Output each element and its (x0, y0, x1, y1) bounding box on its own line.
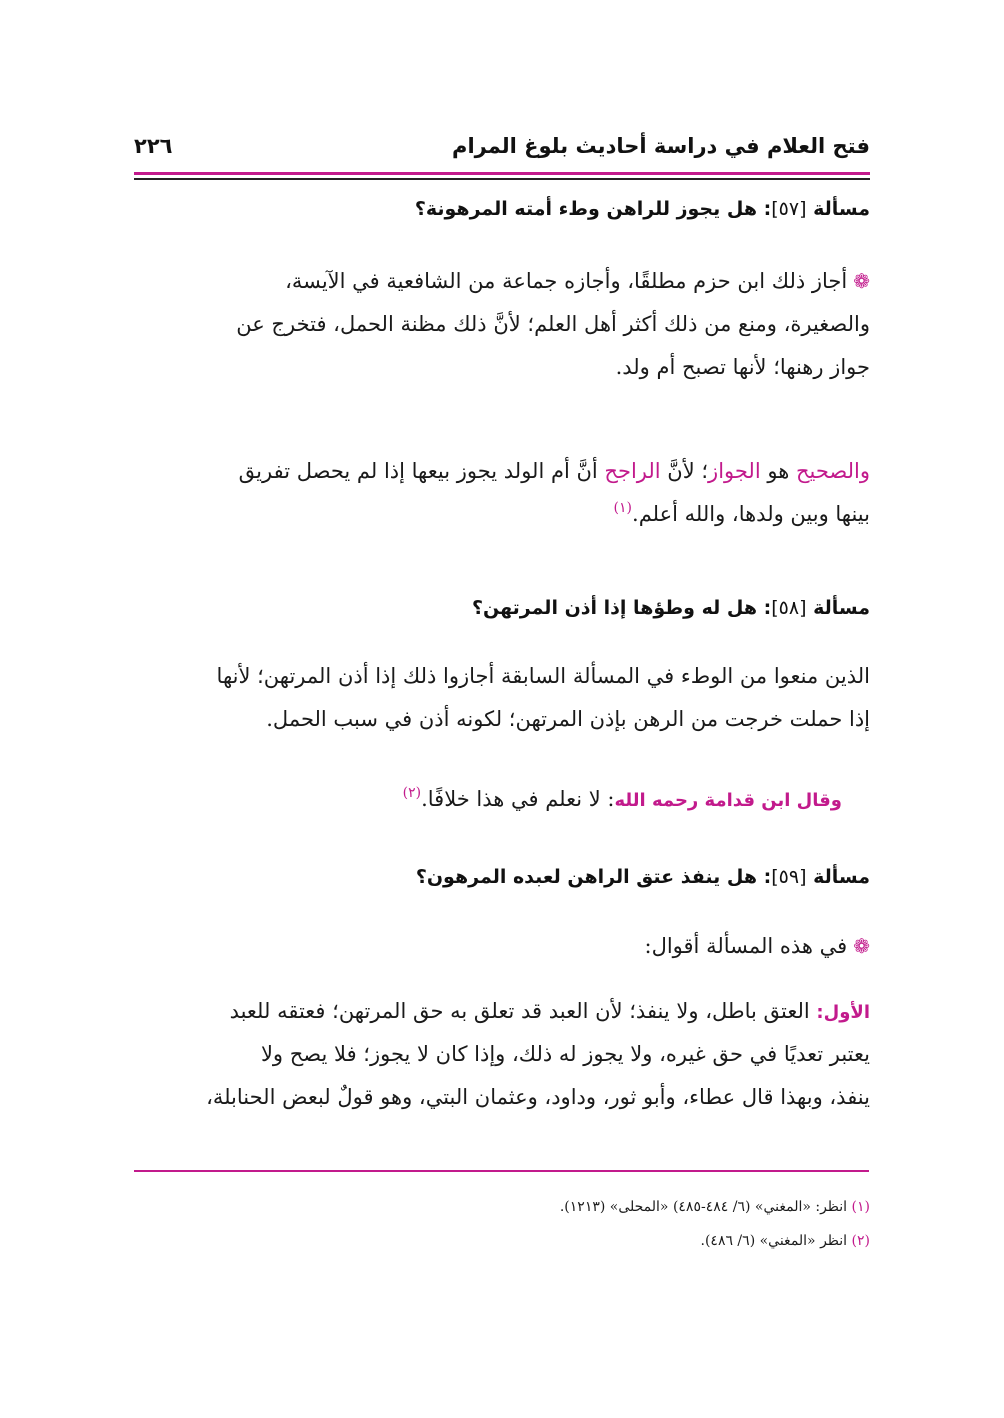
text-span: العتق باطل، ولا ينفذ؛ لأن العبد قد تعلق به حق المرتهن؛ فعتقه للعبد (229, 999, 817, 1023)
header-rule-dark (134, 178, 870, 180)
question-text: : هل له وطؤها إذا أذن المرتهن؟ (471, 597, 772, 619)
question-text: : هل يجوز للراهن وطء أمته المرهونة؟ (414, 198, 772, 220)
footnote-ref-2: (٢) (402, 785, 422, 801)
text-line (134, 925, 870, 968)
term-jawaz: الجواز (708, 459, 761, 483)
text-span: هو (760, 459, 796, 483)
text-line: جواز رهنها؛ لأنها تصبح أم ولد. (615, 355, 870, 379)
footnote-number: (١) (851, 1199, 870, 1215)
rosette-icon: ❁ (853, 934, 870, 958)
text-span: في هذه المسألة أقوال: (644, 934, 848, 958)
question-number: [٥٩] (771, 866, 807, 888)
text-span: بينها وبين ولدها، والله أعلم. (632, 502, 870, 526)
question-heading-59 (134, 866, 870, 888)
text-line: يعتبر تعديًا في حق غيره، ولا يجوز له ذلك، وإذا كان لا يجوز؛ فلا يصح ولا (260, 1042, 870, 1066)
text-span: أنَّ أم الولد يجوز بيعها إذا لم يحصل تفريق (238, 459, 605, 483)
page-number: ٢٢٦ (134, 134, 173, 158)
opinion-lead: الأول: (816, 1002, 870, 1023)
footnote-rule (134, 1170, 869, 1172)
text-span: أجاز ذلك ابن حزم مطلقًا، وأجازه جماعة من الشافعية في الآيسة، (285, 269, 848, 293)
text-line (134, 778, 842, 821)
speaker-name: وقال ابن قدامة رحمه الله (614, 790, 842, 811)
footnote-2 (134, 1224, 870, 1258)
question-label: مسألة (813, 866, 870, 888)
footnotes (134, 1190, 870, 1258)
term-sahih: والصحيح (795, 459, 870, 483)
footnote-text: انظر: «المغني» (٦/ ٤٨٤-٤٨٥) «المحلى» (١٢١٣). (559, 1199, 852, 1215)
paragraph-6 (134, 990, 870, 1119)
text-line (134, 450, 870, 493)
header-rule-accent (134, 172, 870, 175)
paragraph-2 (134, 450, 870, 536)
text-line (134, 260, 870, 303)
text-line: إذا حملت خرجت من الرهن بإذن المرتهن؛ لكونه أذن في سبب الحمل. (266, 707, 870, 731)
text-span: : لا نعلم في هذا خلافًا. (421, 787, 615, 811)
book-title: فتح العلام في دراسة أحاديث بلوغ المرام (452, 134, 870, 158)
paragraph-1 (134, 260, 870, 389)
question-heading-58 (134, 597, 870, 619)
question-text: : هل ينفذ عتق الراهن لعبده المرهون؟ (415, 866, 772, 888)
question-number: [٥٧] (771, 198, 807, 220)
footnote-1 (134, 1190, 870, 1224)
question-label: مسألة (813, 198, 870, 220)
footnote-number: (٢) (851, 1233, 870, 1249)
footnote-text: انظر «المغني» (٦/ ٤٨٦). (700, 1233, 852, 1249)
question-heading-57 (134, 198, 870, 220)
paragraph-4 (134, 778, 870, 821)
text-line (134, 493, 870, 536)
running-header (134, 130, 870, 168)
text-line: والصغيرة، ومنع من ذلك أكثر أهل العلم؛ لأنَّ ذلك مظنة الحمل، فتخرج عن (236, 312, 870, 336)
rosette-icon: ❁ (853, 269, 870, 293)
text-line: ينفذ، وبهذا قال عطاء، وأبو ثور، وداود، وعثمان البتي، وهو قولٌ لبعض الحنابلة، (206, 1085, 870, 1109)
text-line (134, 990, 870, 1033)
text-line: الذين منعوا من الوطء في المسألة السابقة أجازوا ذلك إذا أذن المرتهن؛ لأنها (216, 664, 870, 688)
paragraph-5 (134, 925, 870, 968)
term-rajih: الراجح (604, 459, 661, 483)
paragraph-3 (134, 655, 870, 741)
footnote-ref-1: (١) (613, 500, 633, 516)
text-span: ؛ لأنَّ (660, 459, 709, 483)
question-number: [٥٨] (771, 597, 807, 619)
question-label: مسألة (813, 597, 870, 619)
